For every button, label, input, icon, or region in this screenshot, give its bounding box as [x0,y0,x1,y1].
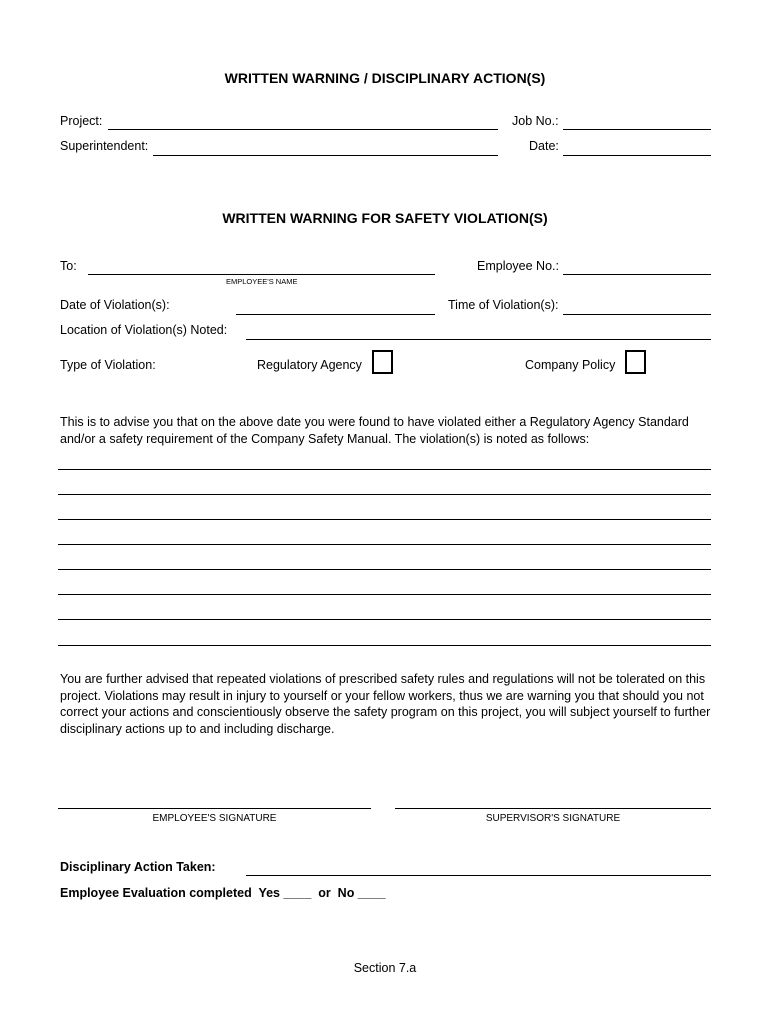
date-field[interactable] [563,155,711,156]
job-no-label: Job No.: [512,114,559,128]
section-footer: Section 7.a [353,961,417,975]
employee-evaluation-line: Employee Evaluation completed Yes ____ or No ____ [60,886,386,900]
disciplinary-action-field[interactable] [246,875,711,876]
employee-signature-caption: EMPLOYEE'S SIGNATURE [152,813,277,824]
time-of-violation-label: Time of Violation(s): [448,298,559,312]
disciplinary-action-label: Disciplinary Action Taken: [60,860,216,874]
location-field[interactable] [246,339,711,340]
to-label: To: [60,259,77,273]
employee-signature-field[interactable] [58,808,371,809]
regulatory-agency-checkbox[interactable] [372,350,393,374]
advise-paragraph: This is to advise you that on the above date you were found to have violated either a Regulatory Agency Standard and/or a safety requirement of the Company Safety Manual. The violation(s) is noted as follows: [60,415,689,446]
supervisor-signature-caption: SUPERVISOR'S SIGNATURE [485,813,621,824]
employee-no-label: Employee No.: [477,259,559,273]
superintendent-field[interactable] [153,155,498,156]
project-label: Project: [60,114,103,128]
date-of-violation-field[interactable] [236,314,435,315]
job-no-field[interactable] [563,129,711,130]
violation-line[interactable] [58,494,711,495]
company-policy-checkbox[interactable] [625,350,646,374]
violation-line[interactable] [58,544,711,545]
violation-line[interactable] [58,619,711,620]
regulatory-agency-label: Regulatory Agency [257,358,362,372]
time-of-violation-field[interactable] [563,314,711,315]
violation-line[interactable] [58,645,711,646]
form-title: WRITTEN WARNING / DISCIPLINARY ACTION(S) [224,70,546,86]
project-field[interactable] [108,129,498,130]
violation-line[interactable] [58,569,711,570]
date-label: Date: [529,139,559,153]
employee-no-field[interactable] [563,274,711,275]
violation-line[interactable] [58,469,711,470]
violation-line[interactable] [58,519,711,520]
employee-name-field[interactable] [88,274,435,275]
further-advised-paragraph: You are further advised that repeated violations of prescribed safety rules and regulations will not be tolerated on this project. Violations may result in injury to yourself or your fellow workers, thus we are warning you that should you not correct your actions and conscientiously observe the safety program on this project, you will subject yourself to further disciplinary actions up to and including discharge. [60,672,711,736]
violation-line[interactable] [58,594,711,595]
section-title: WRITTEN WARNING FOR SAFETY VIOLATION(S) [222,210,548,226]
date-of-violation-label: Date of Violation(s): [60,298,170,312]
superintendent-label: Superintendent: [60,139,149,153]
supervisor-signature-field[interactable] [395,808,711,809]
type-of-violation-label: Type of Violation: [60,358,156,372]
location-label: Location of Violation(s) Noted: [60,323,228,337]
company-policy-label: Company Policy [525,358,616,372]
employee-name-caption: EMPLOYEE'S NAME [226,277,298,286]
